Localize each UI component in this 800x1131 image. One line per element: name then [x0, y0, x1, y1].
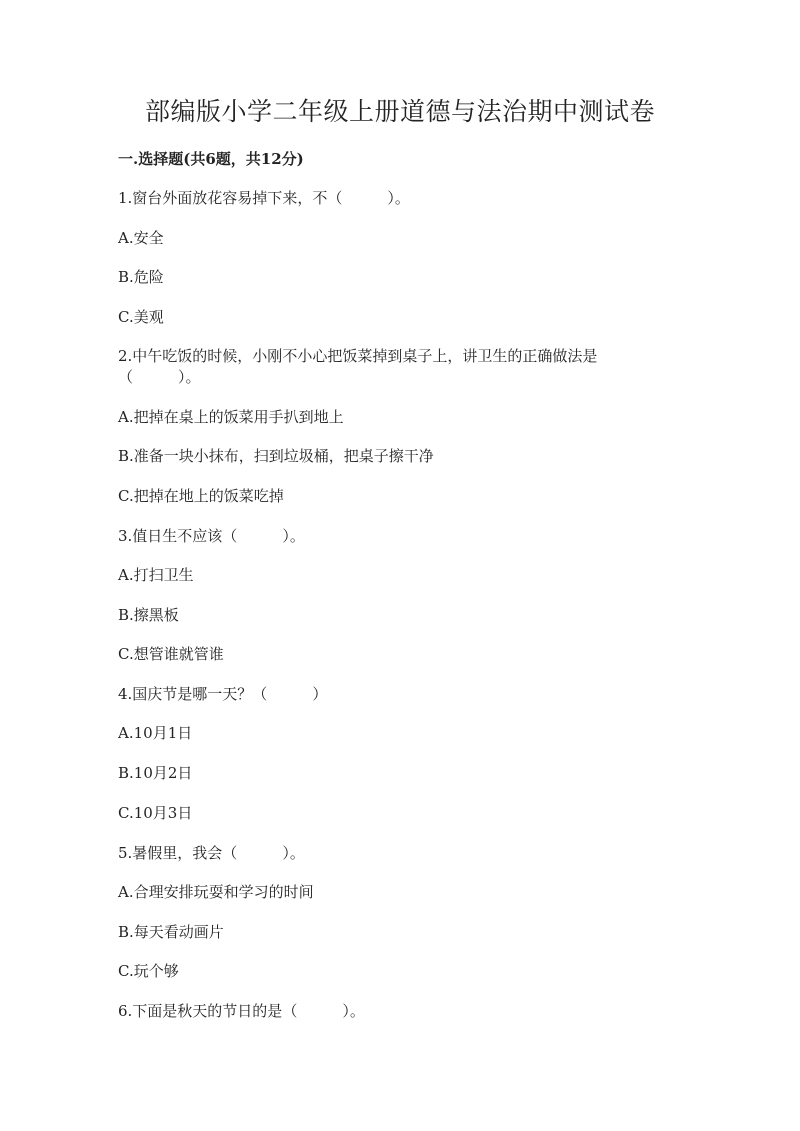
question-6-stem: 6.下面是秋天的节日的是（ ）。: [118, 1002, 365, 1020]
question-1-option-b: B.危险: [118, 268, 164, 286]
question-5-option-a: A.合理安排玩耍和学习的时间: [118, 883, 314, 901]
question-3-stem: 3.值日生不应该（ ）。: [118, 527, 305, 545]
question-1-option-a: A.安全: [118, 229, 164, 247]
question-5-option-c: C.玩个够: [118, 962, 179, 980]
question-2-option-c: C.把掉在地上的饭菜吃掉: [118, 487, 284, 505]
question-2-stem-line-2: （ ）。: [118, 368, 201, 386]
question-4-option-b: B.10月2日: [118, 764, 193, 782]
question-4-option-a: A.10月1日: [118, 724, 193, 742]
question-1-option-c: C.美观: [118, 308, 164, 326]
question-2-stem-line-1: 2.中午吃饭的时候，小刚不小心把饭菜掉到桌子上，讲卫生的正确做法是: [118, 347, 598, 365]
exam-title: 部编版小学二年级上册道德与法治期中测试卷: [144, 97, 655, 126]
question-1-stem: 1.窗台外面放花容易掉下来，不（ ）。: [118, 189, 410, 207]
question-3-option-c: C.想管谁就管谁: [118, 645, 224, 663]
question-3-option-b: B.擦黑板: [118, 606, 179, 624]
question-2-option-a: A.把掉在桌上的饭菜用手扒到地上: [118, 408, 344, 426]
question-4-stem: 4.国庆节是哪一天？（ ）: [118, 685, 328, 703]
question-4-option-c: C.10月3日: [118, 804, 193, 822]
question-5-option-b: B.每天看动画片: [118, 923, 224, 941]
question-5-stem: 5.暑假里，我会（ ）。: [118, 844, 305, 862]
question-3-option-a: A.打扫卫生: [118, 566, 194, 584]
question-2-option-b: B.准备一块小抹布，扫到垃圾桶，把桌子擦干净: [118, 447, 434, 465]
section-heading: 一.选择题(共6题，共12分): [118, 150, 304, 168]
